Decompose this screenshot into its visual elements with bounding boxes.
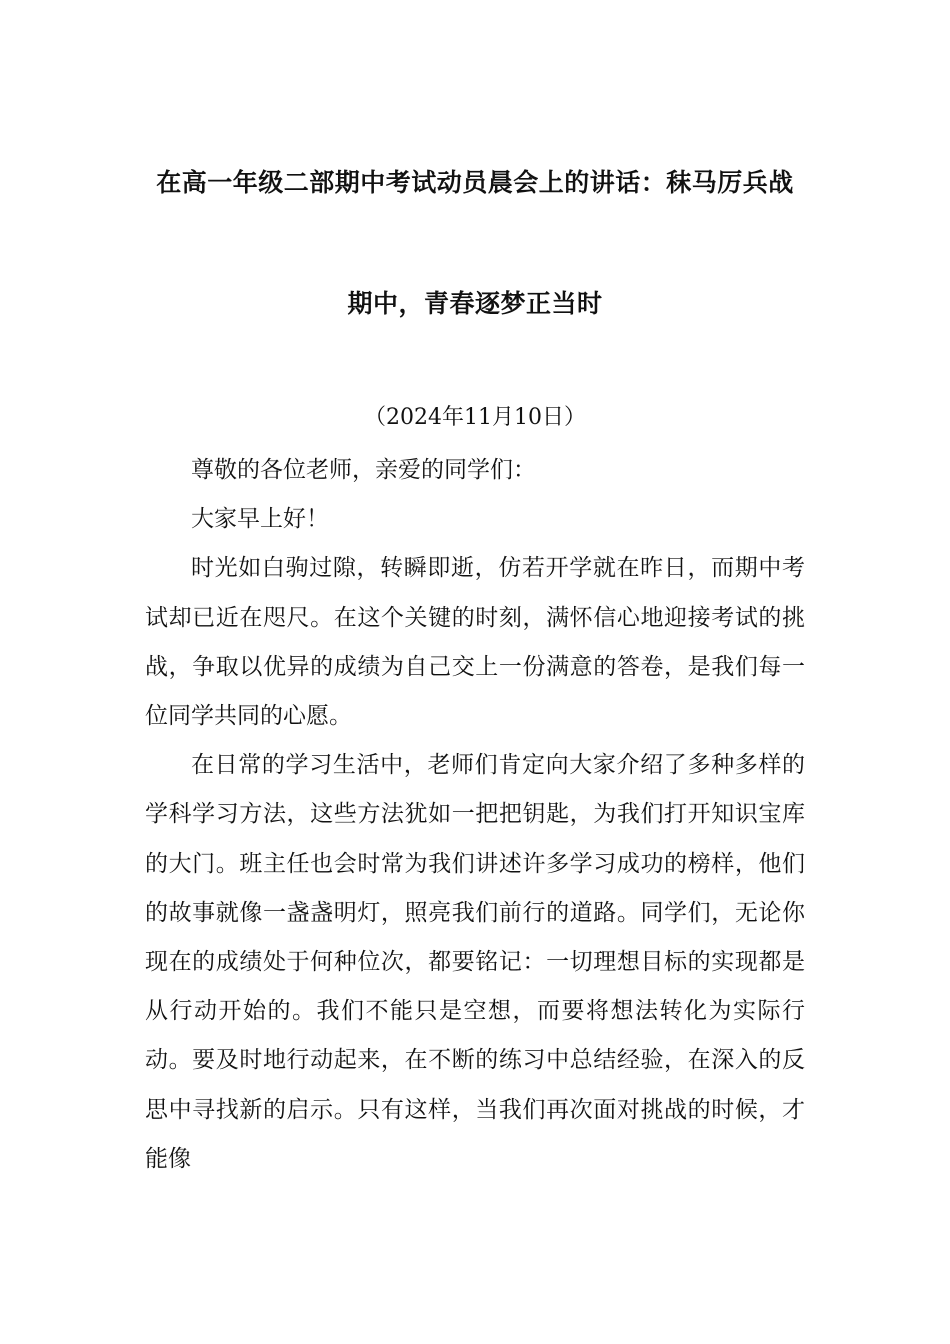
document-body xyxy=(145,446,805,1184)
greeting-paragraph: 大家早上好！ xyxy=(191,506,329,533)
body-paragraph-1: 时光如白驹过隙，转瞬即逝，仿若开学就在昨日，而期中考试却已近在咫尺。在这个关键的时刻，满怀信心地迎接考试的挑战，争取以优异的成绩为自己交上一份满意的答卷，是我们每一位同学共同的心愿。 xyxy=(145,555,805,730)
salutation-paragraph: 尊敬的各位老师，亲爱的同学们： xyxy=(191,457,536,483)
document-date: （2024年11月10日） xyxy=(364,405,586,430)
body-paragraph-2: 在日常的学习生活中，老师们肯定向大家介绍了多种多样的学科学习方法，这些方法犹如一把把钥匙，为我们打开知识宝库的大门。班主任也会时常为我们讲述许多学习成功的榜样，他们的故事就像一盏盏明灯，照亮我们前行的道路。同学们，无论你现在的成绩处于何种位次，都要铭记：一切理想目标的实现都是从行动开始的。我们不能只是空想，而要将想法转化为实际行动。要及时地行动起来，在不断的练习中总结经验，在深入的反思中寻找新的启示。只有这样，当我们再次面对挑战的时候，才能像 xyxy=(145,752,805,1172)
document-title-line-2: 期中，青春逐梦正当时 xyxy=(347,289,603,318)
document-title-line-1: 在高一年级二部期中考试动员晨会上的讲话：秣马厉兵战 xyxy=(156,168,794,197)
